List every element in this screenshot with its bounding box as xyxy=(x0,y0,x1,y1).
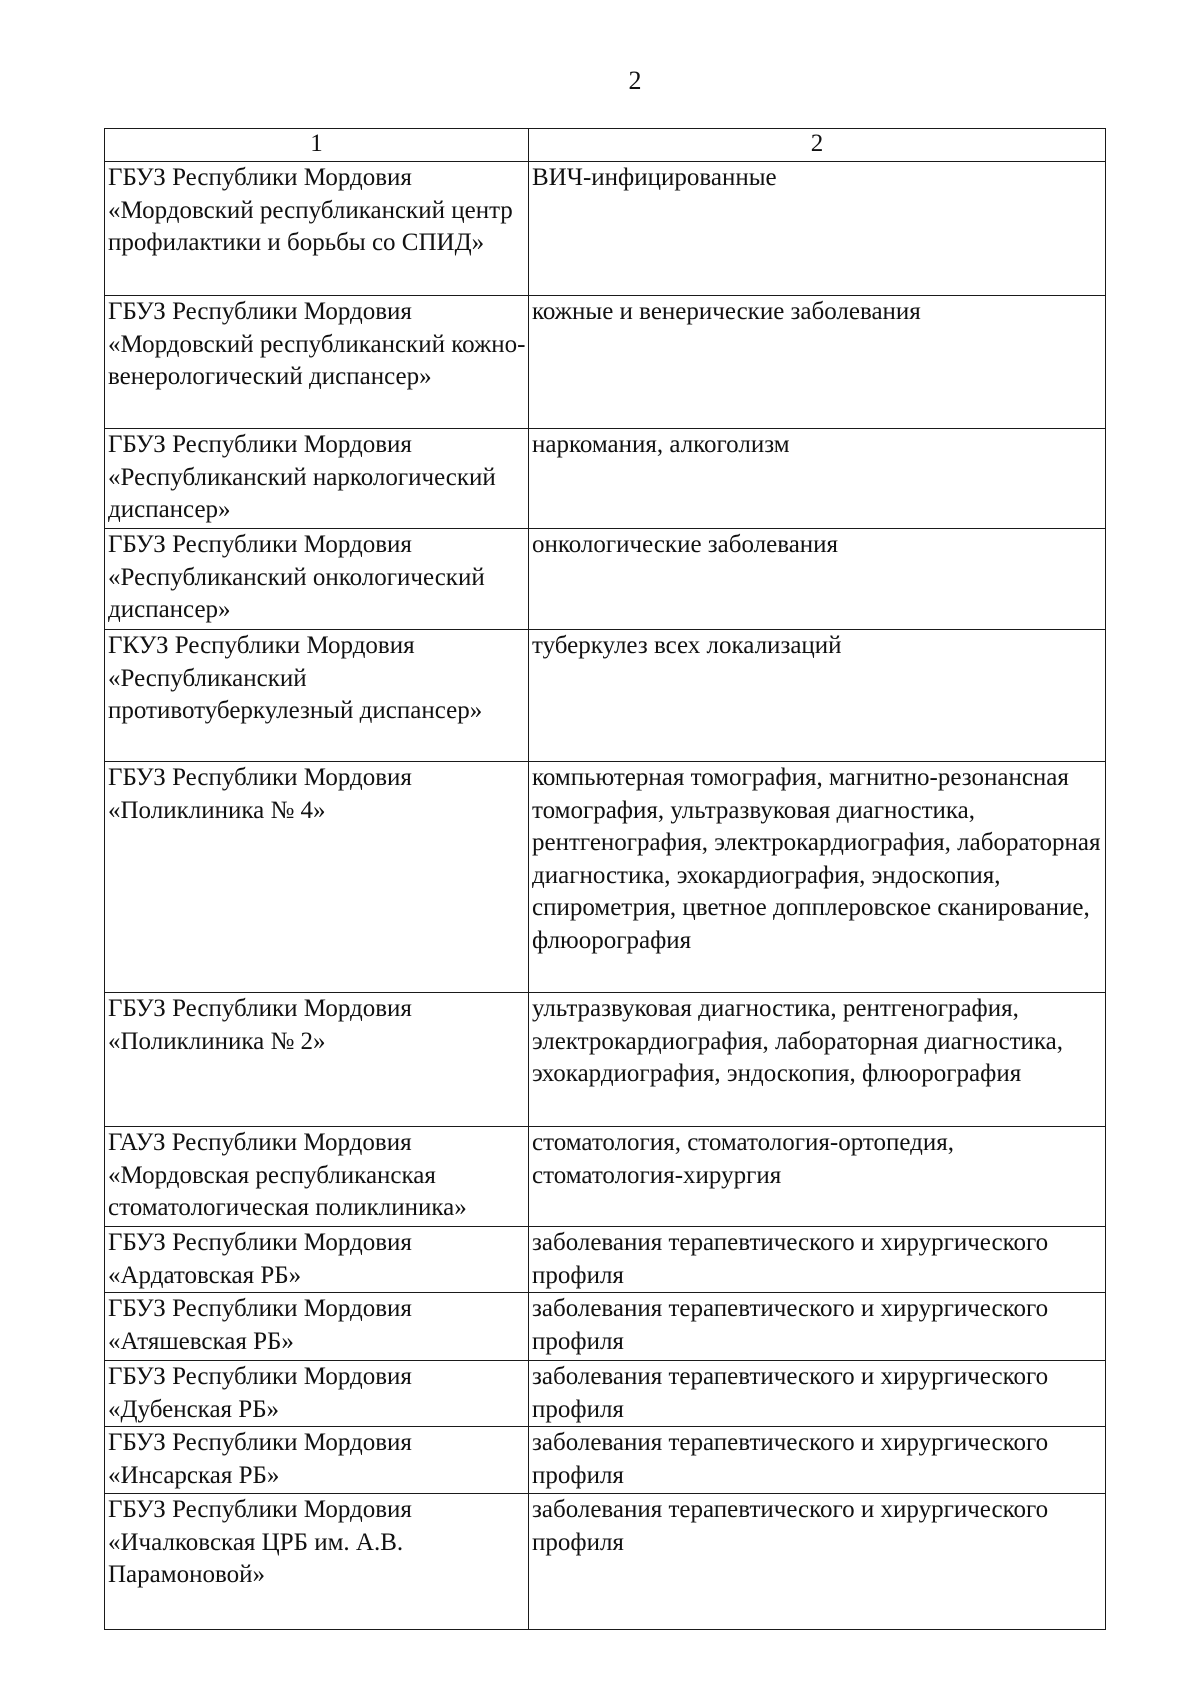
profile-cell: заболевания терапевтического и хирургического профиля xyxy=(529,1494,1106,1630)
profile-cell: заболевания терапевтического и хирургического профиля xyxy=(529,1427,1106,1494)
institution-cell: ГБУЗ Республики Мордовия «Ичалковская ЦРБ им. А.В. Парамоновой» xyxy=(105,1494,529,1630)
institution-cell: ГБУЗ Республики Мордовия «Поликлиника № 2» xyxy=(105,993,529,1127)
profile-cell: онкологические заболевания xyxy=(529,529,1106,630)
table-row xyxy=(105,993,1106,1127)
institution-cell: ГБУЗ Республики Мордовия «Республиканский онкологический диспансер» xyxy=(105,529,529,630)
table-row xyxy=(105,529,1106,630)
table-row xyxy=(105,630,1106,762)
profile-cell: заболевания терапевтического и хирургического профиля xyxy=(529,1227,1106,1293)
profile-cell: ультразвуковая диагностика, рентгенография, электрокардиография, лабораторная диагностика, эхокардиография, эндоскопия, флюорография xyxy=(529,993,1106,1127)
column-header-1: 1 xyxy=(105,129,529,162)
institution-cell: ГБУЗ Республики Мордовия «Республиканский наркологический диспансер» xyxy=(105,429,529,529)
table-row xyxy=(105,1227,1106,1293)
table-row xyxy=(105,1127,1106,1227)
table-row xyxy=(105,429,1106,529)
profile-cell: туберкулез всех локализаций xyxy=(529,630,1106,762)
column-header-2: 2 xyxy=(529,129,1106,162)
table-header-row xyxy=(105,129,1106,162)
table-row xyxy=(105,1494,1106,1630)
institution-cell: ГКУЗ Республики Мордовия «Республиканский противотуберкулезный диспансер» xyxy=(105,630,529,762)
table-row xyxy=(105,1293,1106,1361)
table-row xyxy=(105,1427,1106,1494)
institution-cell: ГБУЗ Республики Мордовия «Мордовский республиканский кожно-венерологический диспансер» xyxy=(105,296,529,429)
profile-cell: заболевания терапевтического и хирургического профиля xyxy=(529,1293,1106,1361)
institution-cell: ГБУЗ Республики Мордовия «Ардатовская РБ» xyxy=(105,1227,529,1293)
institution-cell: ГБУЗ Республики Мордовия «Дубенская РБ» xyxy=(105,1361,529,1427)
institution-cell: ГАУЗ Республики Мордовия «Мордовская республиканская стоматологическая поликлиника» xyxy=(105,1127,529,1227)
institution-cell: ГБУЗ Республики Мордовия «Инсарская РБ» xyxy=(105,1427,529,1494)
table-row xyxy=(105,1361,1106,1427)
profile-cell: кожные и венерические заболевания xyxy=(529,296,1106,429)
table-row xyxy=(105,296,1106,429)
institution-cell: ГБУЗ Республики Мордовия «Атяшевская РБ» xyxy=(105,1293,529,1361)
table-row xyxy=(105,162,1106,296)
profile-cell: стоматология, стоматология-ортопедия, стоматология-хирургия xyxy=(529,1127,1106,1227)
institution-cell: ГБУЗ Республики Мордовия «Мордовский республиканский центр профилактики и борьбы со СПИД» xyxy=(105,162,529,296)
profile-cell: наркомания, алкоголизм xyxy=(529,429,1106,529)
table-row xyxy=(105,762,1106,993)
profile-cell: компьютерная томография, магнитно-резонансная томография, ультразвуковая диагностика, рентгенография, электрокардиография, лабораторная диагностика, эхокардиография, эндоскопия, спирометрия, цветное допплеровское сканирование, флюорография xyxy=(529,762,1106,993)
profile-cell: заболевания терапевтического и хирургического профиля xyxy=(529,1361,1106,1427)
institutions-table xyxy=(104,128,1106,1630)
profile-cell: ВИЧ-инфицированные xyxy=(529,162,1106,296)
institution-cell: ГБУЗ Республики Мордовия «Поликлиника № 4» xyxy=(105,762,529,993)
page-number: 2 xyxy=(628,66,642,95)
